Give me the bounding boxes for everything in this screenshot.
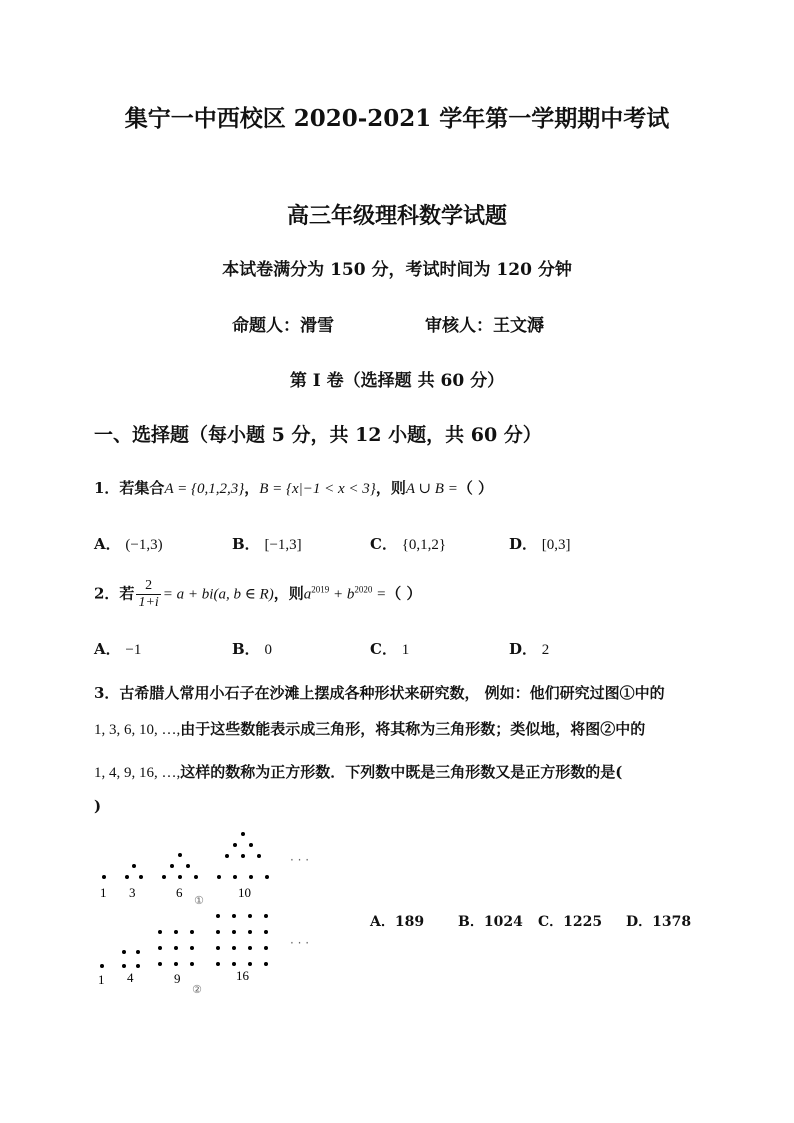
- option-text: 1225: [563, 914, 603, 930]
- exam-info: 本试卷满分为 150 分，考试时间为 120 分钟: [222, 260, 572, 280]
- q2-a-exp: 2019: [311, 584, 330, 595]
- q2-option-b: [232, 638, 272, 659]
- dot: [232, 962, 236, 966]
- fig2-label: 4: [127, 970, 134, 985]
- exam-title: 集宁一中西校区 2020-2021 学年第一学期期中考试: [124, 105, 670, 132]
- dot: [248, 930, 252, 934]
- dot: [216, 946, 220, 950]
- dot: [122, 964, 126, 968]
- fig1-label: 6: [176, 885, 183, 900]
- q3-option-a: [370, 911, 424, 931]
- dot: [190, 930, 194, 934]
- dot: [194, 875, 198, 879]
- fig1-ellipsis: · · ·: [290, 853, 310, 867]
- dot: [217, 875, 221, 879]
- option-label: B．: [232, 535, 260, 553]
- dot: [100, 964, 104, 968]
- q3-line-1: 3．古希腊人常用小石子在沙滩上摆成各种形状来研究数， 例如：他们研究过图①中的: [94, 684, 665, 702]
- dot: [158, 946, 162, 950]
- fig1-label: 3: [129, 885, 136, 900]
- option-text: [−1,3]: [264, 537, 302, 553]
- dot: [248, 946, 252, 950]
- dot: [158, 962, 162, 966]
- q1-then: ，则: [375, 479, 406, 497]
- exam-subtitle: 高三年级理科数学试题: [286, 203, 507, 229]
- q2-option-a: [94, 638, 141, 659]
- q3-line-4: ): [94, 797, 102, 815]
- option-text: 1024: [483, 914, 523, 930]
- q2-equation: = a + bi(a, b ∈ R): [162, 586, 274, 603]
- dot: [264, 946, 268, 950]
- triangle-dots-figure: [102, 832, 269, 879]
- option-text: 0: [264, 642, 272, 658]
- option-label: A．: [94, 535, 121, 553]
- author-line: 命题人：滑雪: [232, 316, 334, 336]
- option-text: 2: [541, 642, 550, 658]
- option-label: C．: [370, 640, 397, 658]
- option-label: D．: [626, 914, 653, 930]
- dot: [232, 914, 236, 918]
- dot: [174, 962, 178, 966]
- q1-prefix: 1．若集合: [94, 479, 165, 497]
- dot: [178, 853, 182, 857]
- dot: [233, 875, 237, 879]
- dot: [232, 946, 236, 950]
- q3-seq-2: 1, 4, 9, 16, …,: [94, 765, 181, 781]
- dot: [264, 962, 268, 966]
- dot: [249, 875, 253, 879]
- dot: [225, 854, 229, 858]
- q1-option-a: [94, 533, 163, 554]
- dot: [122, 950, 126, 954]
- dot: [158, 930, 162, 934]
- q1-set-b: B = {x|−1 < x < 3}: [259, 481, 376, 497]
- dot: [249, 843, 253, 847]
- q3-figure: [94, 828, 354, 1003]
- dot: [136, 950, 140, 954]
- q1-set-a: A = {0,1,2,3}: [164, 481, 245, 497]
- option-text: 1: [401, 642, 410, 658]
- q3-line-2: [94, 718, 645, 739]
- q2-b-exp: 2020: [354, 584, 373, 595]
- q2-option-c: [370, 638, 409, 659]
- fig2-label: 9: [174, 971, 181, 986]
- dot: [241, 832, 245, 836]
- q3-line-3: [94, 761, 622, 782]
- q3-line-2-text: 由于这些数能表示成三角形，将其称为三角形数；类似地，将图②中的: [180, 720, 646, 738]
- option-label: D．: [509, 640, 538, 658]
- option-label: B．: [232, 640, 260, 658]
- fig2-ellipsis: · · ·: [290, 936, 310, 950]
- dot: [190, 962, 194, 966]
- option-label: A．: [94, 640, 121, 658]
- q3-option-b: [458, 911, 523, 931]
- fig1-mark: ①: [194, 894, 204, 907]
- dot: [186, 864, 190, 868]
- option-label: C．: [538, 914, 564, 930]
- dot: [265, 875, 269, 879]
- square-labels: [98, 936, 309, 996]
- dot: [257, 854, 261, 858]
- dot: [170, 864, 174, 868]
- dot: [264, 914, 268, 918]
- q2-frac-num: 2: [136, 578, 160, 595]
- dot: [162, 875, 166, 879]
- section-heading: 一、选择题（每小题 5 分，共 12 小题，共 60 分）: [94, 424, 542, 446]
- dot: [248, 914, 252, 918]
- dot: [132, 864, 136, 868]
- q3-seq-1: 1, 3, 6, 10, …,: [94, 722, 181, 738]
- dot: [190, 946, 194, 950]
- square-dots-figure: [100, 914, 268, 968]
- dot: [136, 964, 140, 968]
- option-text: {0,1,2}: [401, 537, 447, 553]
- q2-plus-b: + b: [329, 586, 355, 603]
- dot: [216, 914, 220, 918]
- dot: [233, 843, 237, 847]
- option-text: −1: [125, 642, 142, 658]
- fig2-label: 1: [98, 972, 105, 987]
- q1-expr: A ∪ B =: [405, 481, 458, 497]
- reviewer-line: 审核人：王文溽: [425, 316, 544, 336]
- dot: [174, 946, 178, 950]
- q3-line-3-text: 这样的数称为正方形数．下列数中既是三角形数又是正方形数的是(: [180, 763, 623, 781]
- dot: [174, 930, 178, 934]
- option-label: D．: [509, 535, 538, 553]
- q1-comma: ，: [244, 479, 260, 497]
- dot: [216, 930, 220, 934]
- option-text: 1378: [652, 914, 692, 930]
- q1-option-c: [370, 533, 446, 554]
- option-text: [0,3]: [541, 537, 571, 553]
- q2-frac-den: 1+i: [138, 595, 159, 610]
- q1-option-d: [509, 533, 571, 554]
- q3-option-d: [626, 911, 691, 931]
- option-text: (−1,3): [125, 537, 163, 553]
- dot: [232, 930, 236, 934]
- triangle-labels: [100, 853, 309, 907]
- dot: [216, 962, 220, 966]
- q2-option-d: [509, 638, 549, 659]
- volume-heading: 第 I 卷（选择题 共 60 分）: [289, 371, 505, 391]
- option-label: A．: [370, 914, 395, 930]
- q2-prefix: 2．若: [94, 584, 135, 603]
- q2-a: a: [303, 586, 312, 603]
- q2-paren: （ ）: [386, 584, 422, 603]
- dot: [241, 854, 245, 858]
- question-1: [94, 477, 493, 498]
- option-label: B．: [458, 914, 484, 930]
- dot: [178, 875, 182, 879]
- q3-option-c: [538, 911, 602, 931]
- dot: [264, 930, 268, 934]
- q2-eq2: =: [372, 586, 387, 603]
- dot: [125, 875, 129, 879]
- fig2-mark: ②: [192, 983, 202, 996]
- fig1-label: 1: [100, 885, 107, 900]
- dot: [102, 875, 106, 879]
- q1-option-b: [232, 533, 302, 554]
- option-label: C．: [370, 535, 397, 553]
- fig1-label: 10: [238, 885, 251, 900]
- dot: [139, 875, 143, 879]
- q2-fraction: [136, 578, 160, 611]
- dot: [248, 962, 252, 966]
- fig2-label: 16: [236, 968, 249, 983]
- question-2: [94, 578, 421, 611]
- q2-then: ，则: [273, 584, 304, 603]
- q1-paren: （ ）: [457, 479, 494, 497]
- option-text: 189: [394, 914, 425, 930]
